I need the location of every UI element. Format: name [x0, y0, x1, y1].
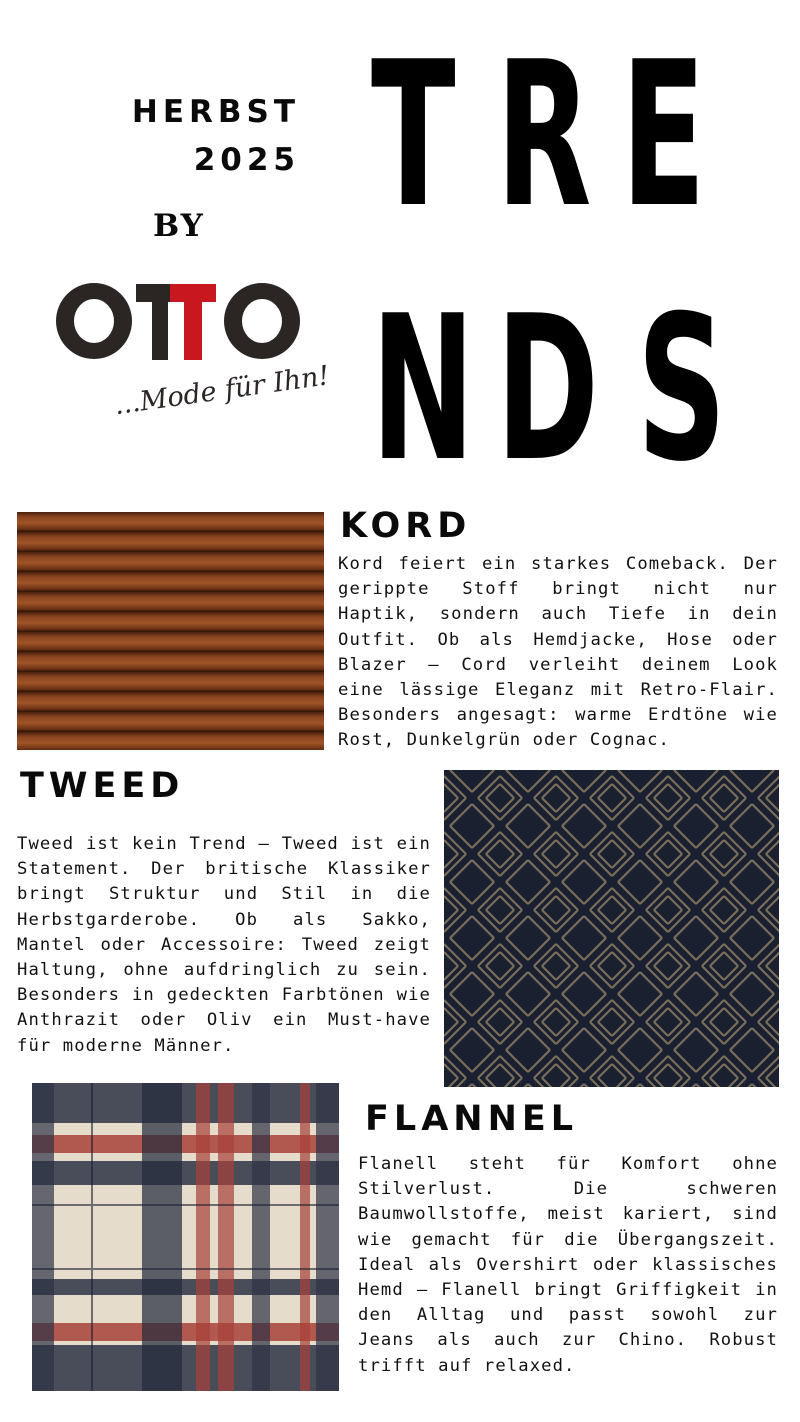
kord-title: KORD [340, 506, 472, 546]
trends-letter: R [496, 19, 592, 252]
by-label: BY [153, 208, 205, 244]
kord-text: Kord feiert ein starkes Comeback. Der gerippte Stoff bringt nicht nur Haptik, sondern auch Tiefe in dein Outfit. Ob als Hemdjacke, Hose oder Blazer – Cord verleiht deinem Look eine lässige Eleganz mit Retro-Flair. Besonders angesagt: warme Erdtöne wie Rost, Dunkelgrün oder Cognac. [338, 554, 778, 751]
tweed-title: TWEED [20, 766, 185, 806]
trends-letter: N [371, 273, 475, 506]
flannel-text: Flanell steht für Komfort ohne Stilverlust. Die schweren Baumwollstoffe, meist kariert, sind wie gemacht für die Übergangszeit. Ideal als Overshirt oder klassisches Hemd – Flanell bringt Griffigkeit in den Alltag und passt sowohl zur Jeans als auch zur Chino. Robust trifft auf relaxed. [358, 1154, 778, 1376]
tweed-fabric-image [444, 770, 779, 1087]
flannel-title: FLANNEL [365, 1099, 579, 1139]
svg-text:...Mode für Ihn!: ...Mode für Ihn! [112, 360, 332, 416]
trends-letter: T [371, 19, 456, 252]
tweed-text: Tweed ist kein Trend – Tweed ist ein Statement. Der britische Klassiker bringt Struktur und Stil in die Herbstgarderobe. Ob als Sakko, Mantel oder Accessoire: Tweed zeigt Haltung, ohne aufdringlich zu sein. Besonders in gedeckten Farbtönen wie Anthrazit oder Oliv ein Must-have für moderne Männer. [17, 834, 431, 1056]
trends-letter: D [496, 273, 599, 506]
season-label: HERBST [131, 94, 300, 130]
trends-letter: E [621, 19, 706, 252]
otto-logo [52, 276, 332, 416]
kord-fabric-image [17, 512, 324, 750]
trends-letter: S [637, 273, 727, 506]
season-year: 2025 [193, 142, 300, 178]
flannel-fabric-image [32, 1083, 339, 1391]
